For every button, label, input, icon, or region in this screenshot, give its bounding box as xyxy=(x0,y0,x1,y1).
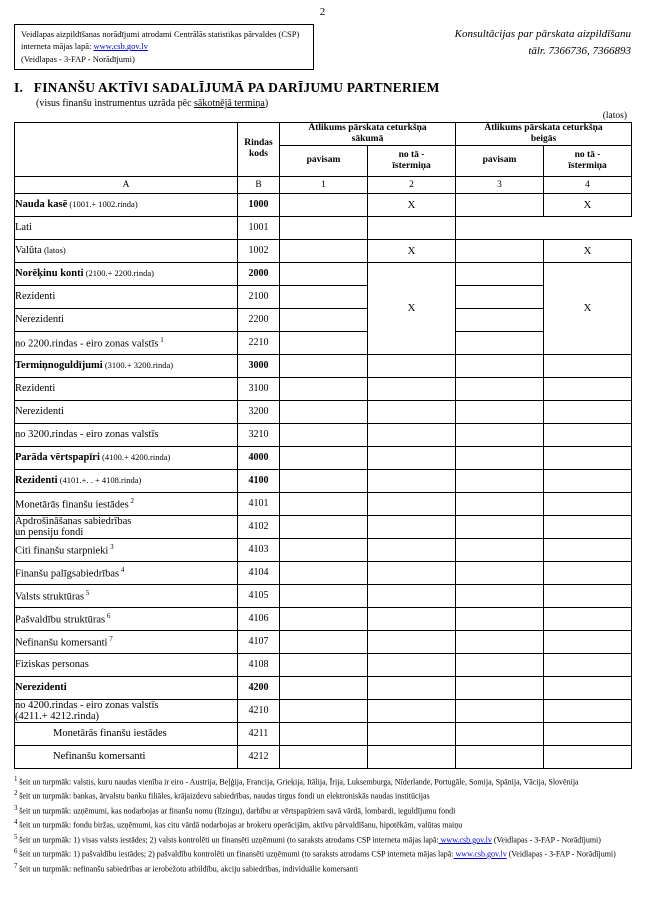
row-label xyxy=(15,469,238,492)
data-cell[interactable] xyxy=(544,492,632,515)
row-code: 4105 xyxy=(238,584,280,607)
row-label xyxy=(15,538,238,561)
row-code: 4106 xyxy=(238,607,280,630)
header-row-code: Rindas kods xyxy=(238,122,280,176)
footnote-marker: 2 xyxy=(128,497,134,506)
data-cell[interactable]: X xyxy=(368,239,456,262)
consultation-info xyxy=(381,24,631,59)
row-label-text: no 4200.rindas - eiro zonas valstīs (4211.+ 4212.rinda) xyxy=(15,699,159,722)
table-row xyxy=(15,607,632,630)
data-cell[interactable] xyxy=(280,676,368,699)
row-label-text: Nauda kasē xyxy=(15,199,68,211)
data-cell[interactable] xyxy=(544,377,632,400)
row-code: 3100 xyxy=(238,377,280,400)
row-code: 1002 xyxy=(238,239,280,262)
data-cell[interactable] xyxy=(456,607,544,630)
table-row xyxy=(15,285,632,308)
table-row xyxy=(15,722,632,745)
header-row xyxy=(14,24,631,70)
row-label xyxy=(15,492,238,515)
data-cell[interactable] xyxy=(280,745,368,768)
data-cell[interactable] xyxy=(456,354,544,377)
footnote xyxy=(14,833,631,846)
data-cell[interactable] xyxy=(368,607,456,630)
data-cell[interactable] xyxy=(456,722,544,745)
table-row xyxy=(15,561,632,584)
data-cell[interactable] xyxy=(368,561,456,584)
data-cell[interactable]: X xyxy=(544,193,632,216)
header-begin-short: no tā - īstermiņa xyxy=(368,145,456,176)
page-number: 2 xyxy=(319,6,326,18)
row-code: 3200 xyxy=(238,400,280,423)
table-row xyxy=(15,354,632,377)
row-label xyxy=(15,262,238,285)
row-label-text: Norēķinu konti xyxy=(15,268,84,280)
data-cell[interactable] xyxy=(280,699,368,722)
row-label-text: Nefinanšu komersanti xyxy=(53,751,146,763)
row-code: 4108 xyxy=(238,653,280,676)
financial-assets-table xyxy=(14,122,632,769)
data-cell[interactable] xyxy=(456,285,544,308)
row-label xyxy=(15,423,238,446)
row-code: 2200 xyxy=(238,308,280,331)
data-cell[interactable] xyxy=(368,400,456,423)
table-row xyxy=(15,469,632,492)
row-label xyxy=(15,561,238,584)
row-label-note: (4101.+. . + 4108.rinda) xyxy=(57,475,142,486)
row-label-text: Monetārās finanšu iestādes xyxy=(53,728,167,740)
data-cell[interactable] xyxy=(456,262,544,285)
table-row xyxy=(15,492,632,515)
table-row xyxy=(15,584,632,607)
row-label-text: Valūta xyxy=(15,245,42,257)
table-row xyxy=(15,423,632,446)
table-header-row-1 xyxy=(15,122,632,145)
row-label xyxy=(15,722,238,745)
row-label-text: Parāda vērtspapīri xyxy=(15,452,100,464)
data-cell[interactable] xyxy=(544,400,632,423)
data-cell[interactable] xyxy=(456,469,544,492)
table-row xyxy=(15,446,632,469)
row-code: 4100 xyxy=(238,469,280,492)
row-label-text: Nerezidenti xyxy=(15,314,64,326)
data-cell[interactable] xyxy=(368,216,456,239)
footnote-link[interactable]: www.csb.gov.lv xyxy=(453,849,507,859)
footnote-number: 2 xyxy=(14,789,20,798)
row-code: 4210 xyxy=(238,699,280,722)
instructions-line1: Veidlapas aizpildīšanas norādījumi atrodami Centrālās statistikas pārvaldes (CSP) xyxy=(21,29,300,39)
footnote-number: 7 xyxy=(14,861,20,870)
data-cell[interactable]: X xyxy=(544,262,632,354)
row-label xyxy=(15,699,238,722)
footnote xyxy=(14,818,631,831)
footnote xyxy=(14,789,631,802)
footnote-marker: 5 xyxy=(84,589,90,598)
row-code: 3210 xyxy=(238,423,280,446)
footnote-suffix: (Veidlapas - 3-FAP - Norādījumi) xyxy=(506,849,616,859)
subtitle-underline: sākotnējā termiņa xyxy=(194,97,265,109)
row-code: 4000 xyxy=(238,446,280,469)
data-cell[interactable] xyxy=(280,400,368,423)
instructions-note xyxy=(14,24,314,70)
colnum-A: A xyxy=(15,176,238,193)
data-cell[interactable] xyxy=(456,423,544,446)
row-label xyxy=(15,515,238,538)
row-label-text: Nefinanšu komersanti xyxy=(15,637,108,649)
table-column-numbers xyxy=(15,176,632,193)
data-cell[interactable] xyxy=(280,653,368,676)
row-label-text: Valsts struktūras xyxy=(15,591,85,603)
footnote-number: 6 xyxy=(14,847,20,856)
footnote-text: šeit un turpmāk: 1) visas valsts iestādes; 2) valsts kontrolēti un finansēti uzņēmumi (to saraksts atrodams CSP interneta mājas lapā: xyxy=(19,835,439,845)
data-cell[interactable] xyxy=(544,561,632,584)
data-cell[interactable] xyxy=(280,239,368,262)
data-cell[interactable] xyxy=(544,354,632,377)
data-cell[interactable] xyxy=(456,699,544,722)
section-subtitle xyxy=(36,98,631,109)
row-label xyxy=(15,331,238,354)
row-label xyxy=(15,193,238,216)
table-row xyxy=(15,193,632,216)
data-cell[interactable] xyxy=(368,699,456,722)
data-cell[interactable] xyxy=(368,653,456,676)
instructions-line2 xyxy=(21,40,307,52)
data-cell[interactable] xyxy=(280,492,368,515)
data-cell[interactable] xyxy=(544,676,632,699)
data-cell[interactable]: X xyxy=(544,239,632,262)
row-label-text: Pašvaldību struktūras xyxy=(15,614,106,626)
footnote-suffix: (Veidlapas - 3-FAP - Norādījumi) xyxy=(491,835,601,845)
row-label xyxy=(15,216,238,239)
data-cell[interactable] xyxy=(456,653,544,676)
footnote-number: 3 xyxy=(14,803,20,812)
row-label-text: Fiziskas personas xyxy=(15,659,89,671)
colnum-B: B xyxy=(238,176,280,193)
row-label xyxy=(15,584,238,607)
header-end-short: no tā - īstermiņa xyxy=(544,145,632,176)
data-cell[interactable] xyxy=(368,377,456,400)
row-label-note: (1001.+ 1002.rinda) xyxy=(67,199,138,210)
data-cell[interactable] xyxy=(456,239,544,262)
header-begin-total: pavisam xyxy=(280,145,368,176)
section-number: I. xyxy=(14,79,24,95)
footnote-marker: 4 xyxy=(119,566,125,575)
row-label xyxy=(15,285,238,308)
row-label xyxy=(15,745,238,768)
data-cell[interactable] xyxy=(456,561,544,584)
data-cell[interactable] xyxy=(280,561,368,584)
footnote-number: 5 xyxy=(14,832,20,841)
data-cell[interactable] xyxy=(368,515,456,538)
data-cell[interactable] xyxy=(280,630,368,653)
data-cell[interactable]: X xyxy=(368,262,456,354)
row-label-text: Finanšu palīgsabiedrības xyxy=(15,568,120,580)
colnum-2: 2 xyxy=(368,176,456,193)
footnote-text: šeit un turpmāk: nefinanšu sabiedrības ar ierobežotu atbildību, akciju sabiedrības, individuālie komersanti xyxy=(19,864,359,874)
row-code: 4102 xyxy=(238,515,280,538)
row-label-text: Termiņnoguldījumi xyxy=(15,360,103,372)
data-cell[interactable] xyxy=(456,400,544,423)
row-label xyxy=(15,653,238,676)
data-cell[interactable] xyxy=(456,308,544,331)
table-row xyxy=(15,377,632,400)
data-cell[interactable] xyxy=(456,446,544,469)
data-cell[interactable] xyxy=(544,515,632,538)
data-cell[interactable] xyxy=(280,216,368,239)
data-cell[interactable] xyxy=(456,745,544,768)
table-row xyxy=(15,216,632,239)
table-row xyxy=(15,538,632,561)
data-cell[interactable] xyxy=(280,308,368,331)
data-cell[interactable] xyxy=(368,745,456,768)
data-cell[interactable] xyxy=(544,423,632,446)
row-label-text: Rezidenti xyxy=(15,475,58,487)
instructions-line3: (Veidlapas - 3-FAP - Norādījumi) xyxy=(21,53,135,64)
row-label-note: (3100.+ 3200.rinda) xyxy=(102,360,174,371)
table-row xyxy=(15,331,632,354)
row-label-text: Rezidenti xyxy=(15,383,56,395)
row-label xyxy=(15,400,238,423)
table-row xyxy=(15,653,632,676)
table-body xyxy=(15,193,632,768)
table-row xyxy=(15,239,632,262)
row-code: 4211 xyxy=(238,722,280,745)
footnote-text: šeit un turpmāk: uzņēmumi, kas nodarbojas ar finanšu nomu (līzingu), darbību ar vērtspapīriem savā vārdā, lombardi, ieguldījumu fondi xyxy=(19,806,456,816)
section-title xyxy=(14,80,631,96)
table-row xyxy=(15,676,632,699)
data-cell[interactable] xyxy=(456,630,544,653)
row-code: 2000 xyxy=(238,262,280,285)
data-cell[interactable] xyxy=(280,515,368,538)
data-cell[interactable] xyxy=(456,515,544,538)
data-cell[interactable] xyxy=(456,331,544,354)
instructions-line2-prefix: interneta mājas lapā: xyxy=(21,41,92,52)
row-code: 2210 xyxy=(238,331,280,354)
data-cell[interactable] xyxy=(368,584,456,607)
data-cell[interactable] xyxy=(544,745,632,768)
data-cell[interactable] xyxy=(368,676,456,699)
data-cell[interactable] xyxy=(280,584,368,607)
row-code: 1001 xyxy=(238,216,280,239)
row-label xyxy=(15,308,238,331)
footnote-text: šeit un turpmāk: valstis, kuru naudas vienība ir eiro - Austrija, Beļģija, Francija, Grieķija, Itālija, Īrija, Luksemburga, Nīderlande, Portugāle, Somija, Spānija, Vācija, Slovēnija xyxy=(19,777,579,787)
data-cell[interactable] xyxy=(544,469,632,492)
data-cell[interactable] xyxy=(280,446,368,469)
data-cell[interactable] xyxy=(368,446,456,469)
data-cell[interactable] xyxy=(368,492,456,515)
data-cell[interactable] xyxy=(280,262,368,285)
row-label-text: Apdrošināšanas sabiedrības un pensiju fondi xyxy=(15,515,132,538)
row-code: 2100 xyxy=(238,285,280,308)
row-label-text: no 3200.rindas - eiro zonas valstīs xyxy=(15,429,159,441)
data-cell[interactable] xyxy=(280,469,368,492)
row-label xyxy=(15,239,238,262)
table-row xyxy=(15,262,632,285)
data-cell[interactable] xyxy=(544,607,632,630)
consultation-phone: tālr. 7366736, 7366893 xyxy=(528,44,631,57)
row-label xyxy=(15,630,238,653)
footnote xyxy=(14,804,631,817)
footnote xyxy=(14,775,631,788)
row-code: 4104 xyxy=(238,561,280,584)
row-code: 4212 xyxy=(238,745,280,768)
data-cell[interactable]: X xyxy=(368,193,456,216)
header-balance-end: Atlikums pārskata ceturkšņa beigās xyxy=(456,122,632,145)
colnum-4: 4 xyxy=(544,176,632,193)
table-row xyxy=(15,400,632,423)
data-cell[interactable] xyxy=(280,285,368,308)
footnote-marker: 1 xyxy=(158,336,164,345)
row-label-text: Nerezidenti xyxy=(15,682,67,694)
footnote-text: šeit un turpmāk: fondu biržas, uzņēmumi, kas citu vārdā nodarbojas ar brokeru operācijām, aktīvu pārvaldīšanu, hipotēkām, valūtas maiņu xyxy=(19,820,463,830)
header-balance-begin: Atlikums pārskata ceturkšņa sākumā xyxy=(280,122,456,145)
row-code: 4107 xyxy=(238,630,280,653)
footnote-marker: 7 xyxy=(107,635,113,644)
row-label-note: (4100.+ 4200.rinda) xyxy=(99,452,171,463)
header-end-total: pavisam xyxy=(456,145,544,176)
data-cell[interactable] xyxy=(544,653,632,676)
data-cell[interactable] xyxy=(456,538,544,561)
footnote-text: šeit un turpmāk: 1) pašvaldību iestādes; 2) pašvaldību kontrolēti un finansēti uzņēmumi (to saraksts atrodams CSP interneta mājas lapā: xyxy=(19,849,454,859)
data-cell[interactable] xyxy=(544,584,632,607)
data-cell[interactable] xyxy=(280,607,368,630)
row-code: 4200 xyxy=(238,676,280,699)
subtitle-suffix: ) xyxy=(264,97,269,109)
data-cell[interactable] xyxy=(544,722,632,745)
colnum-3: 3 xyxy=(456,176,544,193)
consultation-line1: Konsultācijas par pārskata aizpildīšanu xyxy=(454,28,631,40)
units-label: (latos) xyxy=(602,110,627,121)
data-cell[interactable] xyxy=(280,377,368,400)
row-label-text: Nerezidenti xyxy=(15,406,64,418)
data-cell[interactable] xyxy=(280,193,368,216)
row-label-text: Rezidenti xyxy=(15,291,56,303)
row-label-note: (2100.+ 2200.rinda) xyxy=(83,268,154,279)
row-label xyxy=(15,446,238,469)
table-row xyxy=(15,515,632,538)
data-cell[interactable] xyxy=(456,377,544,400)
row-label xyxy=(15,354,238,377)
footnote xyxy=(14,862,631,875)
footnote-number: 4 xyxy=(14,818,20,827)
colnum-1: 1 xyxy=(280,176,368,193)
section-title-text: FINANŠU AKTĪVI SADALĪJUMĀ PA DARĪJUMU PARTNERIEM xyxy=(33,79,440,95)
footnote-text: šeit un turpmāk: bankas, ārvalstu banku filiāles, krājaizdevu sabiedrības, naudas tirgus fondi un elektroniskās naudas institūcijas xyxy=(19,791,430,801)
table-row xyxy=(15,699,632,722)
header-empty xyxy=(15,122,238,176)
data-cell[interactable] xyxy=(456,193,544,216)
row-code: 3000 xyxy=(238,354,280,377)
footnote-marker: 3 xyxy=(108,543,114,552)
data-cell[interactable] xyxy=(544,630,632,653)
data-cell[interactable] xyxy=(456,584,544,607)
data-cell[interactable] xyxy=(368,354,456,377)
data-cell[interactable] xyxy=(280,354,368,377)
footnote-marker: 6 xyxy=(105,612,111,621)
data-cell[interactable] xyxy=(456,492,544,515)
row-code: 4101 xyxy=(238,492,280,515)
row-label-text: Monetārās finanšu iestādes xyxy=(15,499,129,511)
data-cell[interactable] xyxy=(544,699,632,722)
data-cell[interactable] xyxy=(368,630,456,653)
table-row xyxy=(15,745,632,768)
data-cell[interactable] xyxy=(456,676,544,699)
table-row xyxy=(15,308,632,331)
footnote-number: 1 xyxy=(14,774,20,783)
footnote xyxy=(14,847,631,860)
row-code: 1000 xyxy=(238,193,280,216)
row-code: 4103 xyxy=(238,538,280,561)
footnote-link[interactable]: www.csb.gov.lv xyxy=(438,835,492,845)
data-cell[interactable] xyxy=(280,331,368,354)
row-label xyxy=(15,607,238,630)
data-cell[interactable] xyxy=(280,538,368,561)
data-cell[interactable] xyxy=(368,469,456,492)
data-cell[interactable] xyxy=(368,423,456,446)
row-label-text: Lati xyxy=(15,222,32,234)
row-label-text: no 2200.rindas - eiro zonas valstīs xyxy=(15,338,159,350)
data-cell[interactable] xyxy=(544,538,632,561)
row-label-note: (latos) xyxy=(41,245,66,256)
csb-link[interactable]: www.csb.gov.lv xyxy=(93,41,148,52)
row-label xyxy=(15,676,238,699)
table-row xyxy=(15,630,632,653)
data-cell[interactable] xyxy=(280,722,368,745)
data-cell[interactable] xyxy=(280,423,368,446)
subtitle-prefix: (visus finanšu instrumentus uzrāda pēc xyxy=(36,97,195,109)
data-cell[interactable] xyxy=(368,722,456,745)
row-label xyxy=(15,377,238,400)
data-cell[interactable] xyxy=(368,538,456,561)
data-cell[interactable] xyxy=(544,446,632,469)
footnotes xyxy=(14,775,631,875)
row-label-text: Citi finanšu starpnieki xyxy=(15,545,109,557)
